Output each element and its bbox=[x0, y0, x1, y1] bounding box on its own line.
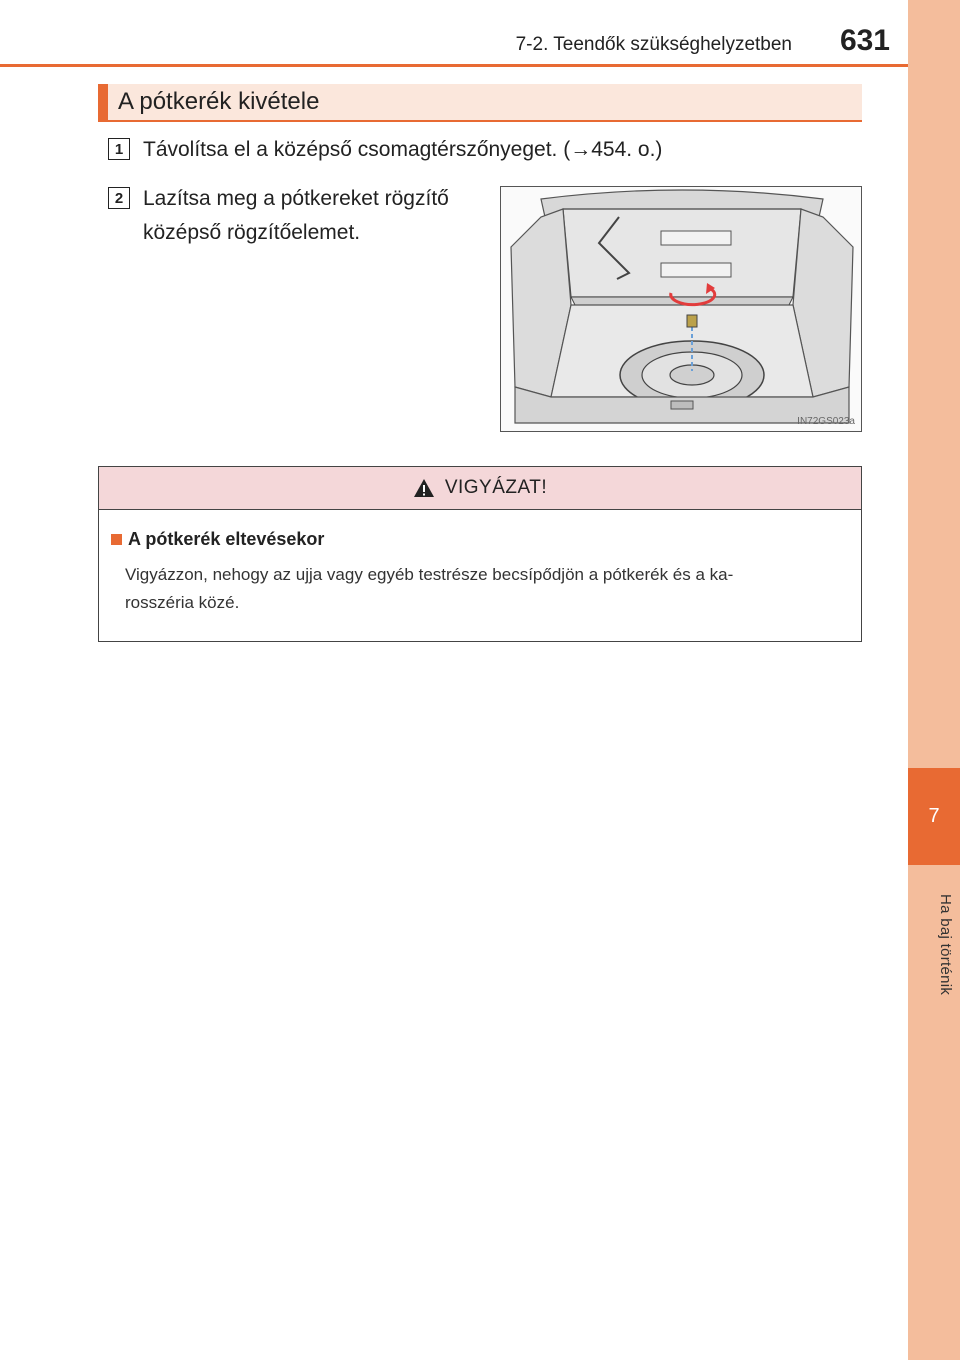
chapter-number-tab[interactable] bbox=[908, 768, 960, 865]
page-number: 631 bbox=[839, 24, 890, 57]
step-2-text-line2: középső rögzítőelemet. bbox=[143, 221, 361, 244]
warning-box bbox=[98, 466, 862, 642]
chapter-number: 7 bbox=[928, 805, 940, 827]
warning-subtitle bbox=[111, 529, 324, 550]
warning-body-line2: rosszéria közé. bbox=[125, 593, 240, 612]
step-2-number: 2 bbox=[114, 189, 124, 207]
trunk-drawing bbox=[501, 187, 862, 432]
bullet-square-icon bbox=[111, 534, 122, 545]
step-2-text-line1: Lazítsa meg a pótkereket rögzítő bbox=[143, 187, 449, 210]
warning-header bbox=[99, 467, 861, 510]
warning-body-line1: Vigyázzon, nehogy az ujja vagy egyéb testrésze becsípődjön a pótkerék és a ka- bbox=[125, 565, 734, 584]
header-section-title: 7-2. Teendők szükséghelyzetben bbox=[515, 34, 792, 55]
warning-subtitle-text: A pótkerék eltevésekor bbox=[128, 529, 325, 549]
warning-triangle-icon bbox=[413, 478, 435, 498]
step-1-text: Távolítsa el a középső csomagtérszőnyeget. (→454. o.) bbox=[143, 138, 663, 161]
trunk-spare-wheel-illustration bbox=[500, 186, 862, 432]
warning-body bbox=[125, 561, 841, 617]
chapter-title: Ha baj történik bbox=[937, 894, 954, 996]
section-heading-text: A pótkerék kivétele bbox=[118, 88, 320, 115]
illustration-code: IN72GS023a bbox=[797, 416, 855, 427]
section-heading bbox=[98, 84, 862, 122]
header-divider bbox=[0, 64, 908, 67]
warning-title: VIGYÁZAT! bbox=[444, 477, 548, 498]
step-1-badge bbox=[108, 138, 130, 160]
step-1-number: 1 bbox=[114, 140, 124, 158]
step-2-badge bbox=[108, 187, 130, 209]
side-tab-strip bbox=[908, 0, 960, 1360]
